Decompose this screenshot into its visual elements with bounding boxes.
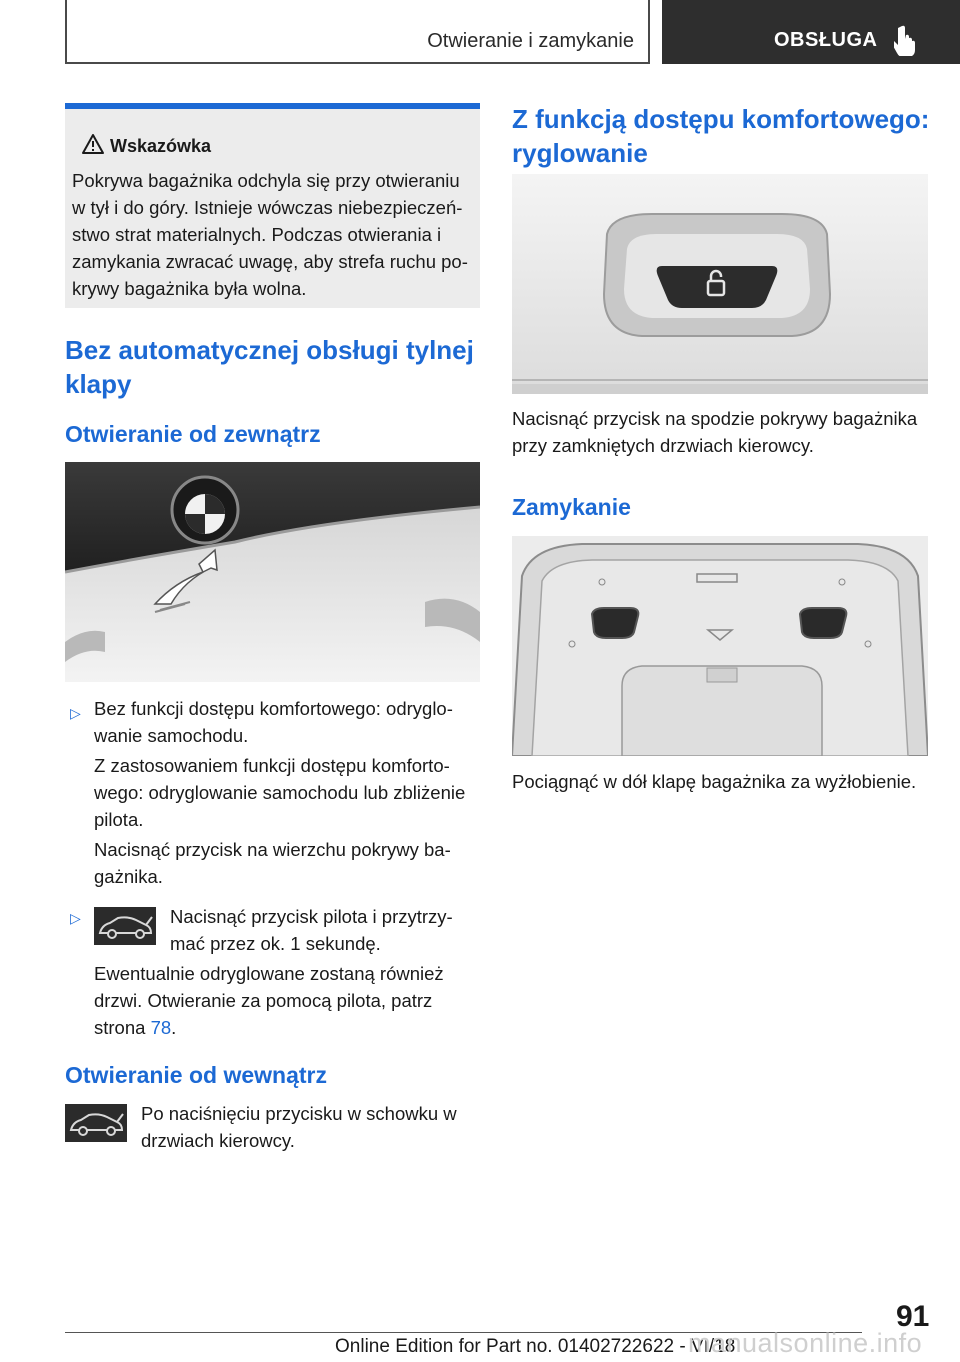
bullet2-line1: Nacisnąć przycisk pilota i przytrzy‐mać przez ok. 1 sekundę.	[170, 906, 453, 954]
bullet-marker: ▷	[70, 910, 81, 926]
bullet1-line2: Z zastosowaniem funkcji dostępu komforto‐wego: odryglowanie samochodu lub zbliżenie pilota.	[94, 755, 466, 830]
bullet1-line3: Nacisnąć przycisk na wierzchu pokrywy ba‐gażnika.	[94, 839, 451, 887]
heading-open-inside: Otwieranie od wewnątrz	[65, 1062, 327, 1088]
heading-open-outside: Otwieranie od zewnątrz	[65, 421, 321, 447]
comfort-text: Nacisnąć przycisk na spodzie pokrywy bagażnika przy zamkniętych drzwiach kierowcy.	[512, 408, 918, 456]
tailgate-underside-figure	[512, 536, 928, 756]
section-title: Otwieranie i zamykanie	[427, 30, 634, 52]
note-title: Wskazówka	[110, 136, 212, 156]
chapter-tab-label: OBSŁUGA	[774, 29, 878, 51]
page-link-78[interactable]: 78	[150, 1017, 172, 1038]
car-trunk-key-icon	[65, 1104, 127, 1142]
heading-comfort-access: Z funkcją dostępu komfortowego: ryglowanie	[512, 104, 930, 168]
warning-triangle-icon	[81, 133, 105, 155]
header-section-box	[65, 0, 650, 64]
chapter-tab[interactable]	[662, 0, 960, 64]
car-trunk-key-icon	[94, 907, 156, 945]
heading-no-automatic-tailgate: Bez automatycznej obsługi tylnej klapy	[65, 335, 474, 399]
close-text: Pociągnąć w dół klapę bagażnika za wyżłobienie.	[512, 771, 917, 792]
trunk-badge-figure	[65, 462, 480, 682]
note-text: Pokrywa bagażnika odchyla się przy otwieraniu w tył i do góry. Istnieje wówczas niebezpieczeń‐stwo strat materialnych. Podczas otwierania i zamykania zwracać uwagę, aby strefa ruchu po‐krywy bagażnika była wolna.	[72, 170, 468, 299]
bullet2-line2: Ewentualnie odryglowane zostaną również drzwi. Otwieranie za pomocą pilota, patrz strona 78.	[94, 963, 444, 1038]
edition-text: Online Edition for Part no. 01402722622 - VI/18	[335, 1336, 736, 1357]
warning-note	[65, 103, 480, 308]
heading-close: Zamykanie	[512, 494, 631, 520]
hand-pointer-icon	[894, 24, 922, 56]
watermark: manualsonline.info	[688, 1328, 923, 1358]
bullet1-line1: Bez funkcji dostępu komfortowego: odryglo‐wanie samochodu.	[94, 698, 453, 746]
bullet-marker: ▷	[70, 705, 81, 721]
inside-text: Po naciśnięciu przycisku w schowku w drzwiach kierowcy.	[141, 1103, 457, 1151]
lock-button-figure	[512, 174, 928, 394]
page-number: 91	[896, 1300, 930, 1333]
